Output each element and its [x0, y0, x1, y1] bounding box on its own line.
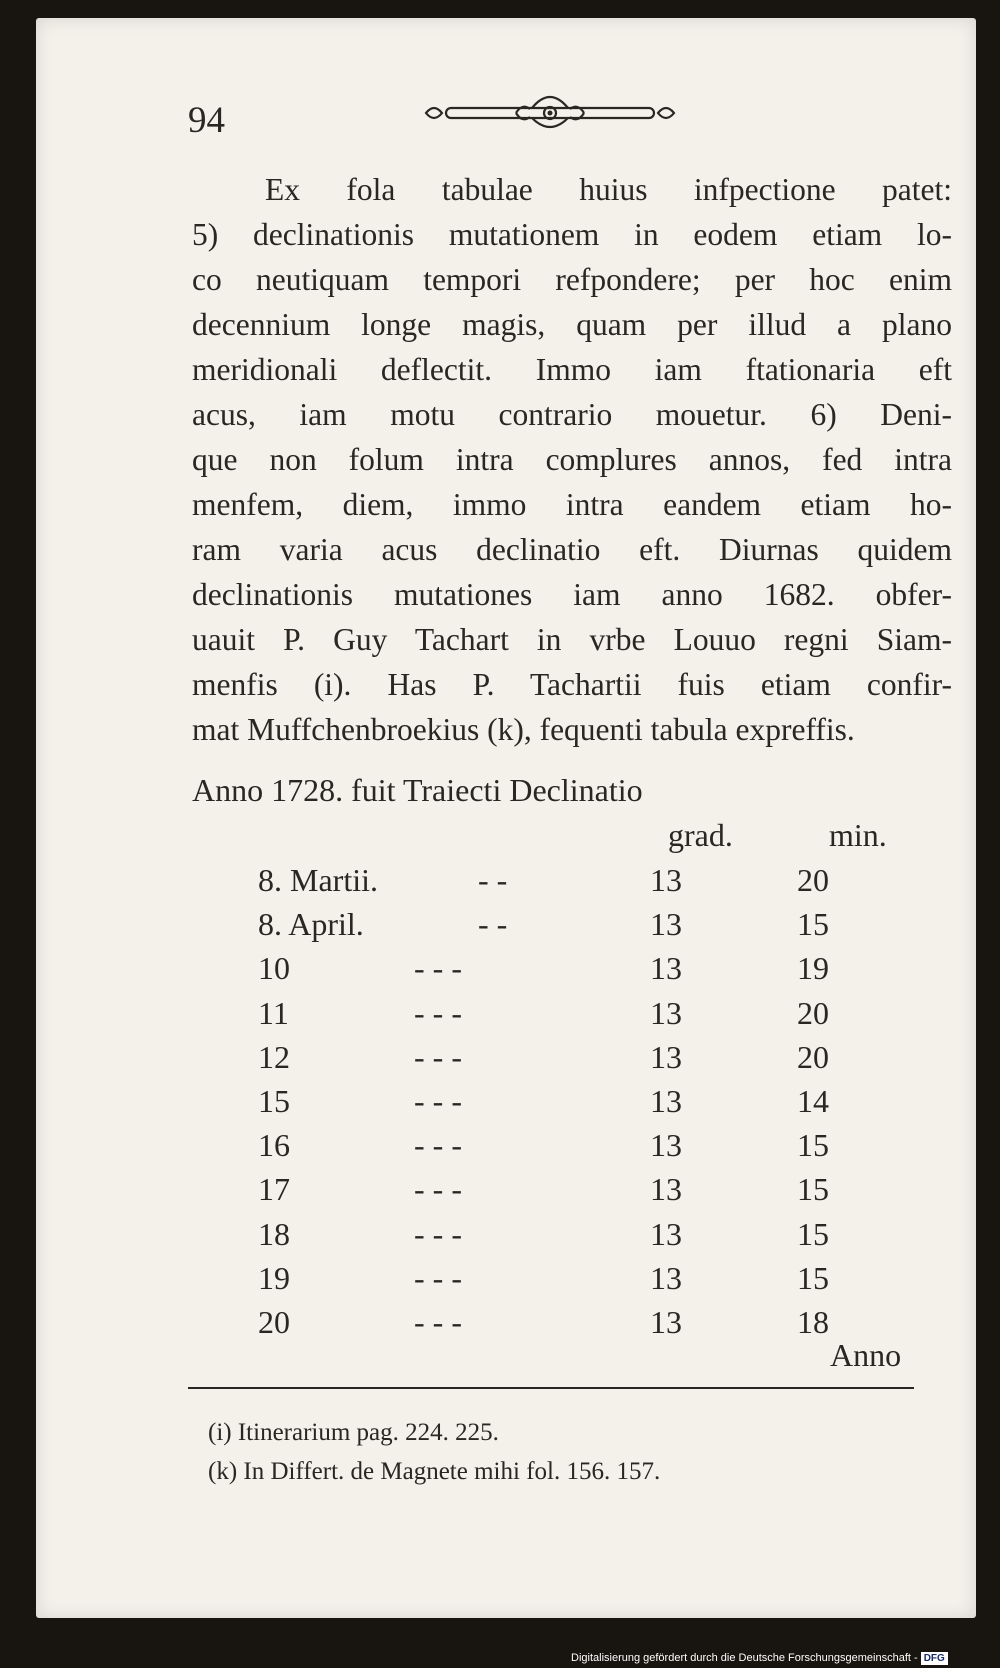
date-cell: 11 — [258, 994, 289, 1031]
date-cell: 19 — [258, 1259, 290, 1296]
table-row — [0, 1171, 1000, 1215]
min-cell: 15 — [797, 906, 829, 943]
dash-leader: - - - — [414, 1215, 462, 1252]
date-cell: 16 — [258, 1127, 290, 1164]
min-cell: 15 — [797, 1171, 829, 1208]
grad-cell: 13 — [650, 1259, 682, 1296]
grad-cell: 13 — [650, 862, 682, 898]
text-line: co neutiquam tempori refpondere; per hoc enim — [192, 262, 952, 297]
grad-cell: 13 — [650, 1171, 682, 1208]
grad-cell: 13 — [650, 1083, 682, 1119]
date-cell: 20 — [258, 1304, 290, 1340]
text-line: que non folum intra complures annos, fed intra — [192, 442, 952, 477]
min-cell: 20 — [797, 862, 829, 898]
text-line: decennium longe magis, quam per illud a plano — [192, 307, 952, 342]
credit-text: Digitalisierung gefördert durch die Deutsche Forschungsgemeinschaft - — [571, 1652, 918, 1664]
table-row — [0, 1216, 1000, 1260]
footnote-k: (k) In Differt. de Magnete mihi fol. 156. 157. — [208, 1458, 661, 1485]
dash-leader: - - — [478, 862, 508, 898]
date-cell: 15 — [258, 1083, 290, 1119]
dash-leader: - - - — [414, 994, 462, 1031]
table-heading: Anno 1728. fuit Traiecti Declinatio — [192, 772, 643, 808]
ornament-icon — [420, 92, 680, 136]
table-row — [0, 862, 1000, 906]
grad-cell: 13 — [650, 906, 682, 943]
text-line: menfem, diem, immo intra eandem etiam ho- — [192, 487, 952, 522]
date-cell: 12 — [258, 1038, 290, 1075]
text-line: 5) declinationis mutationem in eodem etiam lo- — [192, 217, 952, 252]
column-header-min: min. — [829, 817, 887, 853]
text-line: menfis (i). Has P. Tachartii fuis etiam confir- — [192, 667, 952, 702]
text-line: uauit P. Guy Tachart in vrbe Louuo regni Siam- — [192, 622, 952, 657]
table-row — [0, 1083, 1000, 1127]
grad-cell: 13 — [650, 950, 682, 987]
footnote-i: (i) Itinerarium pag. 224. 225. — [208, 1419, 499, 1446]
dfg-logo: DFG — [921, 1652, 948, 1665]
body-paragraph — [192, 167, 952, 752]
text-line: Ex fola tabulae huius infpectione patet: — [265, 172, 952, 207]
date-cell: 10 — [258, 950, 290, 987]
text-line: meridionali deflectit. Immo iam ftationaria eft — [192, 352, 952, 387]
text-line: declinationis mutationes iam anno 1682. obfer- — [192, 577, 952, 612]
text-line: mat Muffchenbroekius (k), fequenti tabula expreffis. — [192, 712, 855, 747]
min-cell: 15 — [797, 1215, 829, 1252]
date-cell: 18 — [258, 1215, 290, 1252]
table-row — [0, 950, 1000, 994]
date-cell: 17 — [258, 1171, 290, 1208]
table-row — [0, 906, 1000, 950]
text-line: ram varia acus declinatio eft. Diurnas quidem — [192, 532, 952, 567]
grad-cell: 13 — [650, 1304, 682, 1340]
digitization-credit — [571, 1650, 971, 1666]
dash-leader: - - - — [414, 950, 462, 987]
catchword: Anno — [830, 1337, 902, 1373]
date-cell: 8. Martii. — [258, 862, 378, 898]
min-cell: 18 — [797, 1304, 829, 1340]
dash-leader: - - - — [414, 1304, 462, 1340]
dash-leader: - - — [478, 906, 508, 943]
grad-cell: 13 — [650, 1038, 682, 1075]
min-cell: 20 — [797, 994, 829, 1031]
min-cell: 15 — [797, 1259, 829, 1296]
page-number: 94 — [188, 100, 225, 141]
min-cell: 19 — [797, 950, 829, 987]
dash-leader: - - - — [414, 1259, 462, 1296]
min-cell: 15 — [797, 1127, 829, 1164]
min-cell: 14 — [797, 1083, 829, 1119]
dash-leader: - - - — [414, 1038, 462, 1075]
grad-cell: 13 — [650, 994, 682, 1031]
table-row — [0, 1260, 1000, 1304]
dash-leader: - - - — [414, 1127, 462, 1164]
grad-cell: 13 — [650, 1127, 682, 1164]
text-line: acus, iam motu contrario mouetur. 6) Deni- — [192, 397, 952, 432]
date-cell: 8. April. — [258, 906, 364, 943]
dash-leader: - - - — [414, 1171, 462, 1208]
footnote-rule — [188, 1387, 914, 1389]
table-row — [0, 995, 1000, 1039]
grad-cell: 13 — [650, 1215, 682, 1252]
table-row — [0, 1039, 1000, 1083]
table-row — [0, 1127, 1000, 1171]
dash-leader: - - - — [414, 1083, 462, 1119]
column-header-grad: grad. — [668, 817, 733, 853]
min-cell: 20 — [797, 1038, 829, 1075]
